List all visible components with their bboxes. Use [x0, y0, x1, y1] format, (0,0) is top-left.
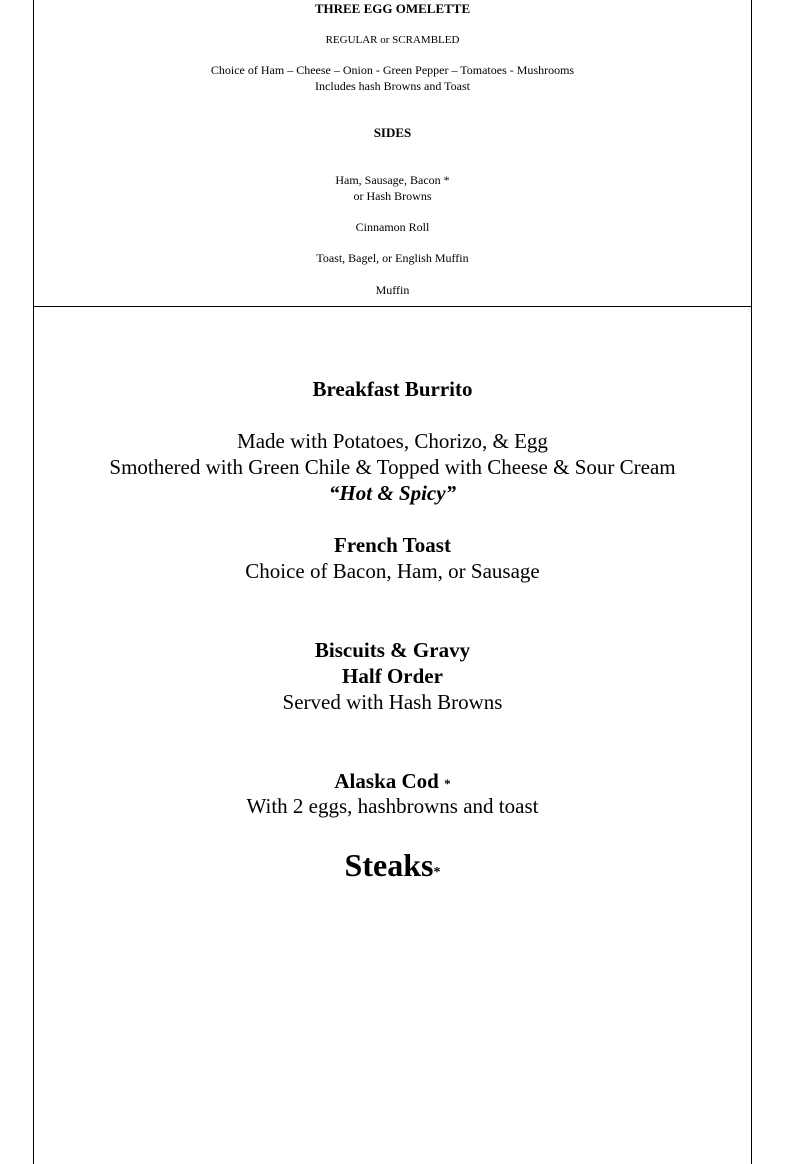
biscuits-desc: Served with Hash Browns — [282, 690, 503, 714]
side-meats-line1: Ham, Sausage, Bacon * — [335, 173, 450, 187]
burrito-line2: Smothered with Green Chile & Topped with Cheese & Sour Cream — [109, 455, 676, 479]
cod-title: Alaska Cod — [334, 769, 439, 793]
french-toast-title: French Toast — [334, 533, 451, 557]
omelette-style: REGULAR or SCRAMBLED — [325, 34, 460, 46]
side-bread: Toast, Bagel, or English Muffin — [316, 251, 469, 265]
steaks-heading — [33, 849, 752, 881]
biscuits-subtitle: Half Order — [342, 664, 443, 688]
side-meats-line2: or Hash Browns — [353, 189, 432, 203]
page-divider — [33, 306, 752, 307]
side-muffin: Muffin — [375, 283, 410, 297]
omelette-includes: Includes hash Browns and Toast — [315, 79, 470, 93]
omelette-choices: Choice of Ham – Cheese – Onion - Green Pepper – Tomatoes - Mushrooms — [210, 63, 575, 77]
omelette-title: THREE EGG OMELETTE — [314, 1, 471, 16]
cod-desc: With 2 eggs, hashbrowns and toast — [246, 794, 539, 818]
side-cinnamon: Cinnamon Roll — [355, 220, 430, 234]
cod-heading — [33, 771, 752, 792]
burrito-title: Breakfast Burrito — [312, 377, 473, 401]
steaks-star: * — [433, 865, 441, 880]
burrito-line1: Made with Potatoes, Chorizo, & Egg — [237, 429, 548, 453]
french-toast-desc: Choice of Bacon, Ham, or Sausage — [245, 559, 540, 583]
burrito-tag: “Hot & Spicy” — [328, 481, 457, 505]
cod-star: * — [444, 776, 451, 791]
biscuits-title: Biscuits & Gravy — [314, 638, 471, 662]
steaks-title: Steaks — [344, 847, 434, 883]
sides-heading: SIDES — [373, 125, 412, 140]
